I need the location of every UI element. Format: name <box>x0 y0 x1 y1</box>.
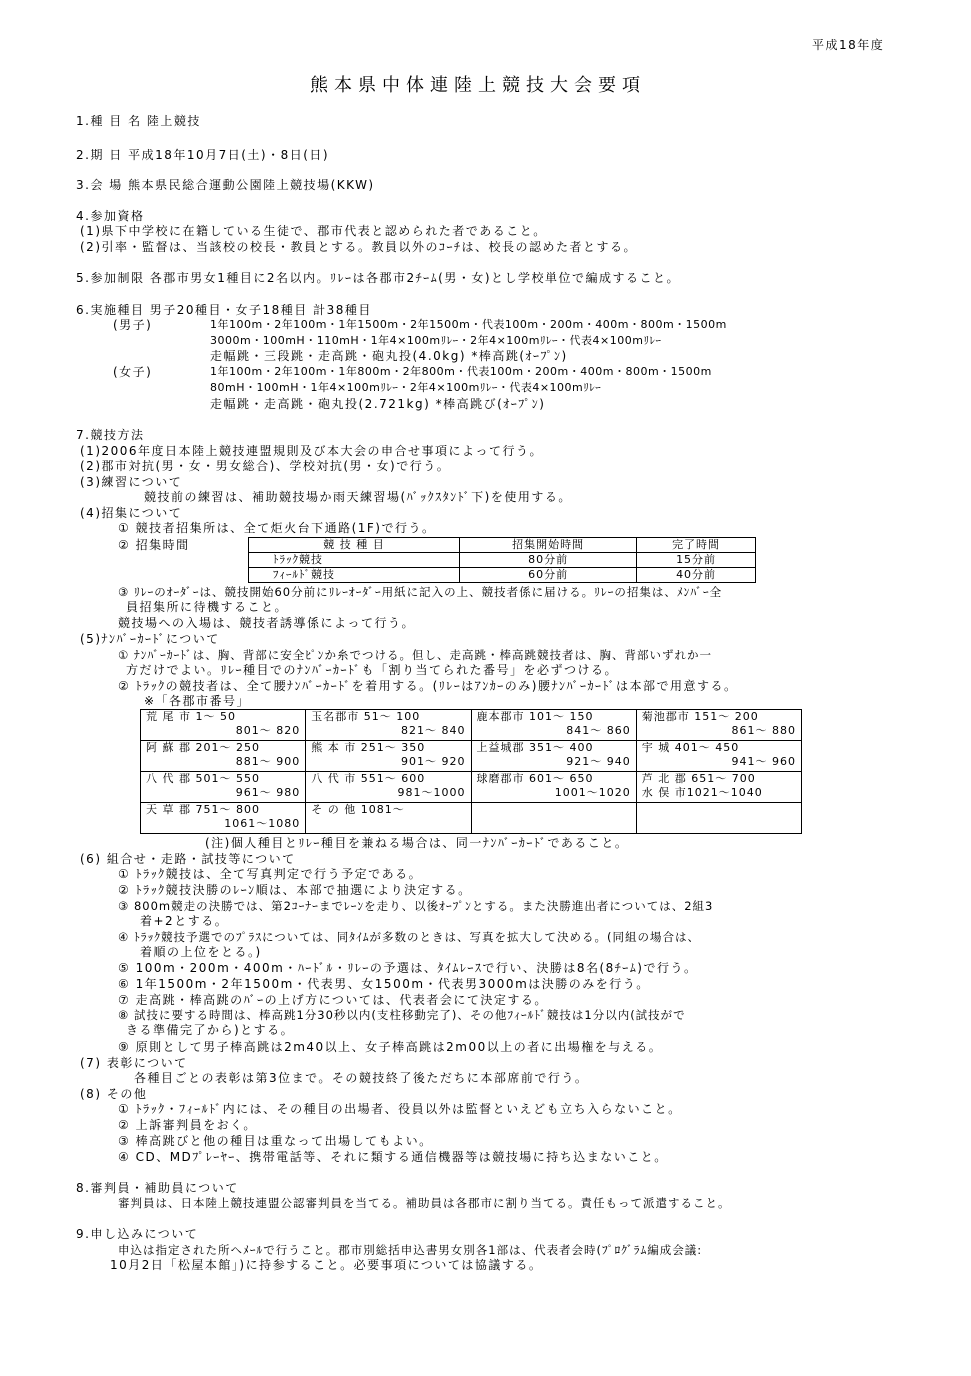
call-table-header: 招集開始時間 <box>460 538 637 553</box>
section-7-line: 競技場への入場は、競技者誘導係によって行う。 <box>118 616 416 630</box>
section-7-line: ② 招集時間 <box>118 538 190 552</box>
district-cell: 八 代 市 551〜 600 981〜1000 <box>306 772 471 803</box>
section-7-line: ④ CD、MDﾌﾟﾚｰﾔｰ、携帯電話等、それに類する通信機器等は競技場に持ち込まないこと。 <box>118 1150 668 1164</box>
men-events-line: 1年100m・2年100m・1年1500m・2年1500m・代表100m・200m・400m・800m・1500m <box>210 318 727 331</box>
district-number-table <box>140 709 802 834</box>
section-7-line: ⑨ 原則として男子棒高跳は2m40以上、女子棒高跳は2m00以上の者に出場権を与える。 <box>118 1040 663 1054</box>
call-table-cell: 80分前 <box>460 553 637 568</box>
district-cell <box>636 803 801 834</box>
section-3: 3.会 場 熊本県民総合運動公園陸上競技場(KKW) <box>76 178 375 192</box>
district-cell: そ の 他 1081〜 <box>306 803 471 834</box>
section-6-heading: 6.実施種目 男子20種目・女子18種目 計38種目 <box>76 303 372 317</box>
women-events-line: 1年100m・2年100m・1年800m・2年800m・代表100m・200m・400m・800m・1500m <box>210 365 712 378</box>
call-table-cell: ﾌｨｰﾙﾄﾞ競技 <box>249 568 460 583</box>
section-7-line: 着順の上位をとる。) <box>140 945 262 959</box>
call-table-cell: ﾄﾗｯｸ競技 <box>249 553 460 568</box>
district-cell: 八 代 郡 501〜 550 961〜 980 <box>141 772 306 803</box>
women-events-line: 走幅跳・走高跳・砲丸投(2.721kg) *棒高跳び(ｵｰﾌﾟﾝ) <box>210 397 546 411</box>
section-7-line: (1)2006年度日本陸上競技連盟規則及び本大会の申合せ事項によって行う。 <box>80 444 544 458</box>
district-cell: 玉名郡市 51〜 100 821〜 840 <box>306 710 471 741</box>
section-7-line: (5)ﾅﾝﾊﾞｰｶｰﾄﾞについて <box>80 632 220 646</box>
section-7-line: ⑥ 1年1500m・2年1500m・代表男、女1500m・代表男3000mは決勝のみを行う。 <box>118 977 650 991</box>
section-7-line: (7) 表彰について <box>80 1056 188 1070</box>
section-7-line: ⑤ 100m・200m・400m・ﾊｰﾄﾞﾙ・ﾘﾚｰの予選は、ﾀｲﾑﾚｰｽで行い、決勝は8名(8ﾁｰﾑ)で行う。 <box>118 961 698 975</box>
men-label: (男子) <box>113 318 153 332</box>
section-4-heading: 4.参加資格 <box>76 209 145 223</box>
section-7-line: ② 上訴審判員をおく。 <box>118 1118 257 1132</box>
section-2: 2.期 日 平成18年10月7日(土)・8日(日) <box>76 148 330 162</box>
section-8-line: 審判員は、日本陸上競技連盟公認審判員を当てる。補助員は各郡市に割り当てる。責任もって派遣すること。 <box>118 1196 731 1210</box>
section-7-line: (8) その他 <box>80 1087 148 1101</box>
section-7-line: ④ ﾄﾗｯｸ競技予選でのﾌﾟﾗｽについては、同ﾀｲﾑが多数のときは、写真を拡大して決める。(同組の場合は、 <box>118 930 700 944</box>
section-7-line: (4)招集について <box>80 506 183 520</box>
section-7-line: (3)練習について <box>80 475 183 489</box>
section-7-heading: 7.競技方法 <box>76 428 145 442</box>
section-9-line: 10月2日「松屋本館」)に持参すること。必要事項については協議する。 <box>110 1258 543 1272</box>
district-cell: 上益城郡 351〜 400 921〜 940 <box>471 741 636 772</box>
section-7-line: ③ ﾘﾚｰのｵｰﾀﾞｰは、競技開始60分前にﾘﾚｰｵｰﾀﾞｰ用紙に記入の上、競技者係に届ける。ﾘﾚｰの招集は、ﾒﾝﾊﾞｰ全 <box>118 585 723 599</box>
women-label: (女子) <box>113 365 153 379</box>
section-7-line: 方だけでよい。ﾘﾚｰ種目でのﾅﾝﾊﾞｰｶｰﾄﾞも「割り当てられた番号」を必ずつける。 <box>126 663 619 677</box>
section-7-line: ① ﾄﾗｯｸ競技は、全て写真判定で行う予定である。 <box>118 867 423 881</box>
district-cell: 天 草 郡 751〜 800 1061〜1080 <box>141 803 306 834</box>
section-7-line: ③ 棒高跳びと他の種目は重なって出場してもよい。 <box>118 1134 433 1148</box>
section-7-line: ① 競技者招集所は、全て炬火台下通路(1F)で行う。 <box>118 521 436 535</box>
call-time-table <box>248 537 756 583</box>
section-4-line: (2)引率・監督は、当該校の校長・教員とする。教員以外のｺｰﾁは、校長の認めた者とする。 <box>80 240 638 254</box>
section-7-line: (6) 組合せ・走路・試技等について <box>80 852 296 866</box>
section-7-line: きる準備完了から)とする。 <box>126 1023 295 1037</box>
section-7-line: ※「各郡市番号」 <box>144 694 251 708</box>
district-cell: 荒 尾 市 1〜 50 801〜 820 <box>141 710 306 741</box>
district-cell <box>471 803 636 834</box>
section-7-line: ⑧ 試技に要する時間は、棒高跳1分30秒以内(支柱移動完了)、その他ﾌｨｰﾙﾄﾞ競技は1分以内(試技がで <box>118 1008 686 1022</box>
call-table-cell: 40分前 <box>637 568 756 583</box>
section-7-line: ① ﾅﾝﾊﾞｰｶｰﾄﾞは、胸、背部に安全ﾋﾟﾝか糸でつける。但し、走高跳・棒高跳競技者は、胸、背部いずれか一 <box>118 648 712 662</box>
section-4-line: (1)県下中学校に在籍している生徒で、郡市代表と認められた者であること。 <box>80 224 547 238</box>
document-year: 平成18年度 <box>812 38 885 52</box>
section-7-line: 競技前の練習は、補助競技場か雨天練習場(ﾊﾞｯｸｽﾀﾝﾄﾞ下)を使用する。 <box>144 490 572 504</box>
section-7-line: 各種目ごとの表彰は第3位まで。その競技終了後ただちに本部席前で行う。 <box>134 1071 589 1085</box>
section-7-line: ③ 800m競走の決勝では、第2ｺｰﾅｰまでﾚｰﾝを走り、以後ｵｰﾌﾟﾝとする。また決勝進出者については、2組3 <box>118 899 714 913</box>
call-table-cell: 15分前 <box>637 553 756 568</box>
district-cell: 鹿本郡市 101〜 150 841〜 860 <box>471 710 636 741</box>
section-7-line: ① ﾄﾗｯｸ・ﾌｨｰﾙﾄﾞ内には、その種目の出場者、役員以外は監督といえども立ち入らないこと。 <box>118 1102 682 1116</box>
section-9-line: 申込は指定された所へﾒｰﾙで行うこと。郡市別総括申込書男女別各1部は、代表者会時(ﾌﾟﾛｸﾞﾗﾑ編成会議: <box>118 1243 703 1257</box>
section-8-heading: 8.審判員・補助員について <box>76 1181 239 1195</box>
section-7-line: ② ﾄﾗｯｸ競技決勝のﾚｰﾝ順は、本部で抽選により決定する。 <box>118 883 472 897</box>
section-7-line: ② ﾄﾗｯｸの競技者は、全て腰ﾅﾝﾊﾞｰｶｰﾄﾞを着用する。(ﾘﾚｰはｱﾝｶｰのみ)腰ﾅﾝﾊﾞｰｶｰﾄﾞは本部で用意する。 <box>118 679 738 693</box>
men-events-line: 3000m・100mH・110mH・1年4×100mﾘﾚｰ・2年4×100mﾘﾚｰ・代表4×100mﾘﾚｰ <box>210 334 662 347</box>
section-7-line: ⑦ 走高跳・棒高跳のﾊﾞｰの上げ方については、代表者会にて決定する。 <box>118 993 548 1007</box>
district-cell: 熊 本 市 251〜 350 901〜 920 <box>306 741 471 772</box>
section-7-line: (2)郡市対抗(男・女・男女総合)、学校対抗(男・女)で行う。 <box>80 459 451 473</box>
document-title: 熊本県中体連陸上競技大会要項 <box>310 75 646 96</box>
district-cell: 宇 城 401〜 450 941〜 960 <box>636 741 801 772</box>
section-9-heading: 9.申し込みについて <box>76 1227 199 1241</box>
section-5: 5.参加制限 各郡市男女1種目に2名以内。ﾘﾚｰは各郡市2ﾁｰﾑ(男・女)とし学校単位で編成すること。 <box>76 271 681 285</box>
district-cell: 芦 北 郡 651〜 700 水 俣 市1021〜1040 <box>636 772 801 803</box>
section-7-line: (注)個人種目とﾘﾚｰ種目を兼ねる場合は、同一ﾅﾝﾊﾞｰｶｰﾄﾞであること。 <box>205 836 629 850</box>
call-table-header: 完了時間 <box>637 538 756 553</box>
district-cell: 阿 蘇 郡 201〜 250 881〜 900 <box>141 741 306 772</box>
section-1: 1.種 目 名 陸上競技 <box>76 114 201 128</box>
call-table-cell: 60分前 <box>460 568 637 583</box>
call-table-header: 競 技 種 目 <box>249 538 460 553</box>
district-cell: 菊池郡市 151〜 200 861〜 880 <box>636 710 801 741</box>
section-7-line: 着+2とする。 <box>140 914 229 928</box>
men-events-line: 走幅跳・三段跳・走高跳・砲丸投(4.0kg) *棒高跳(ｵｰﾌﾟﾝ) <box>210 349 568 363</box>
district-cell: 球磨郡市 601〜 650 1001〜1020 <box>471 772 636 803</box>
women-events-line: 80mH・100mH・1年4×100mﾘﾚｰ・2年4×100mﾘﾚｰ・代表4×100mﾘﾚｰ <box>210 381 602 394</box>
section-7-line: 員招集所に待機すること。 <box>126 600 289 614</box>
